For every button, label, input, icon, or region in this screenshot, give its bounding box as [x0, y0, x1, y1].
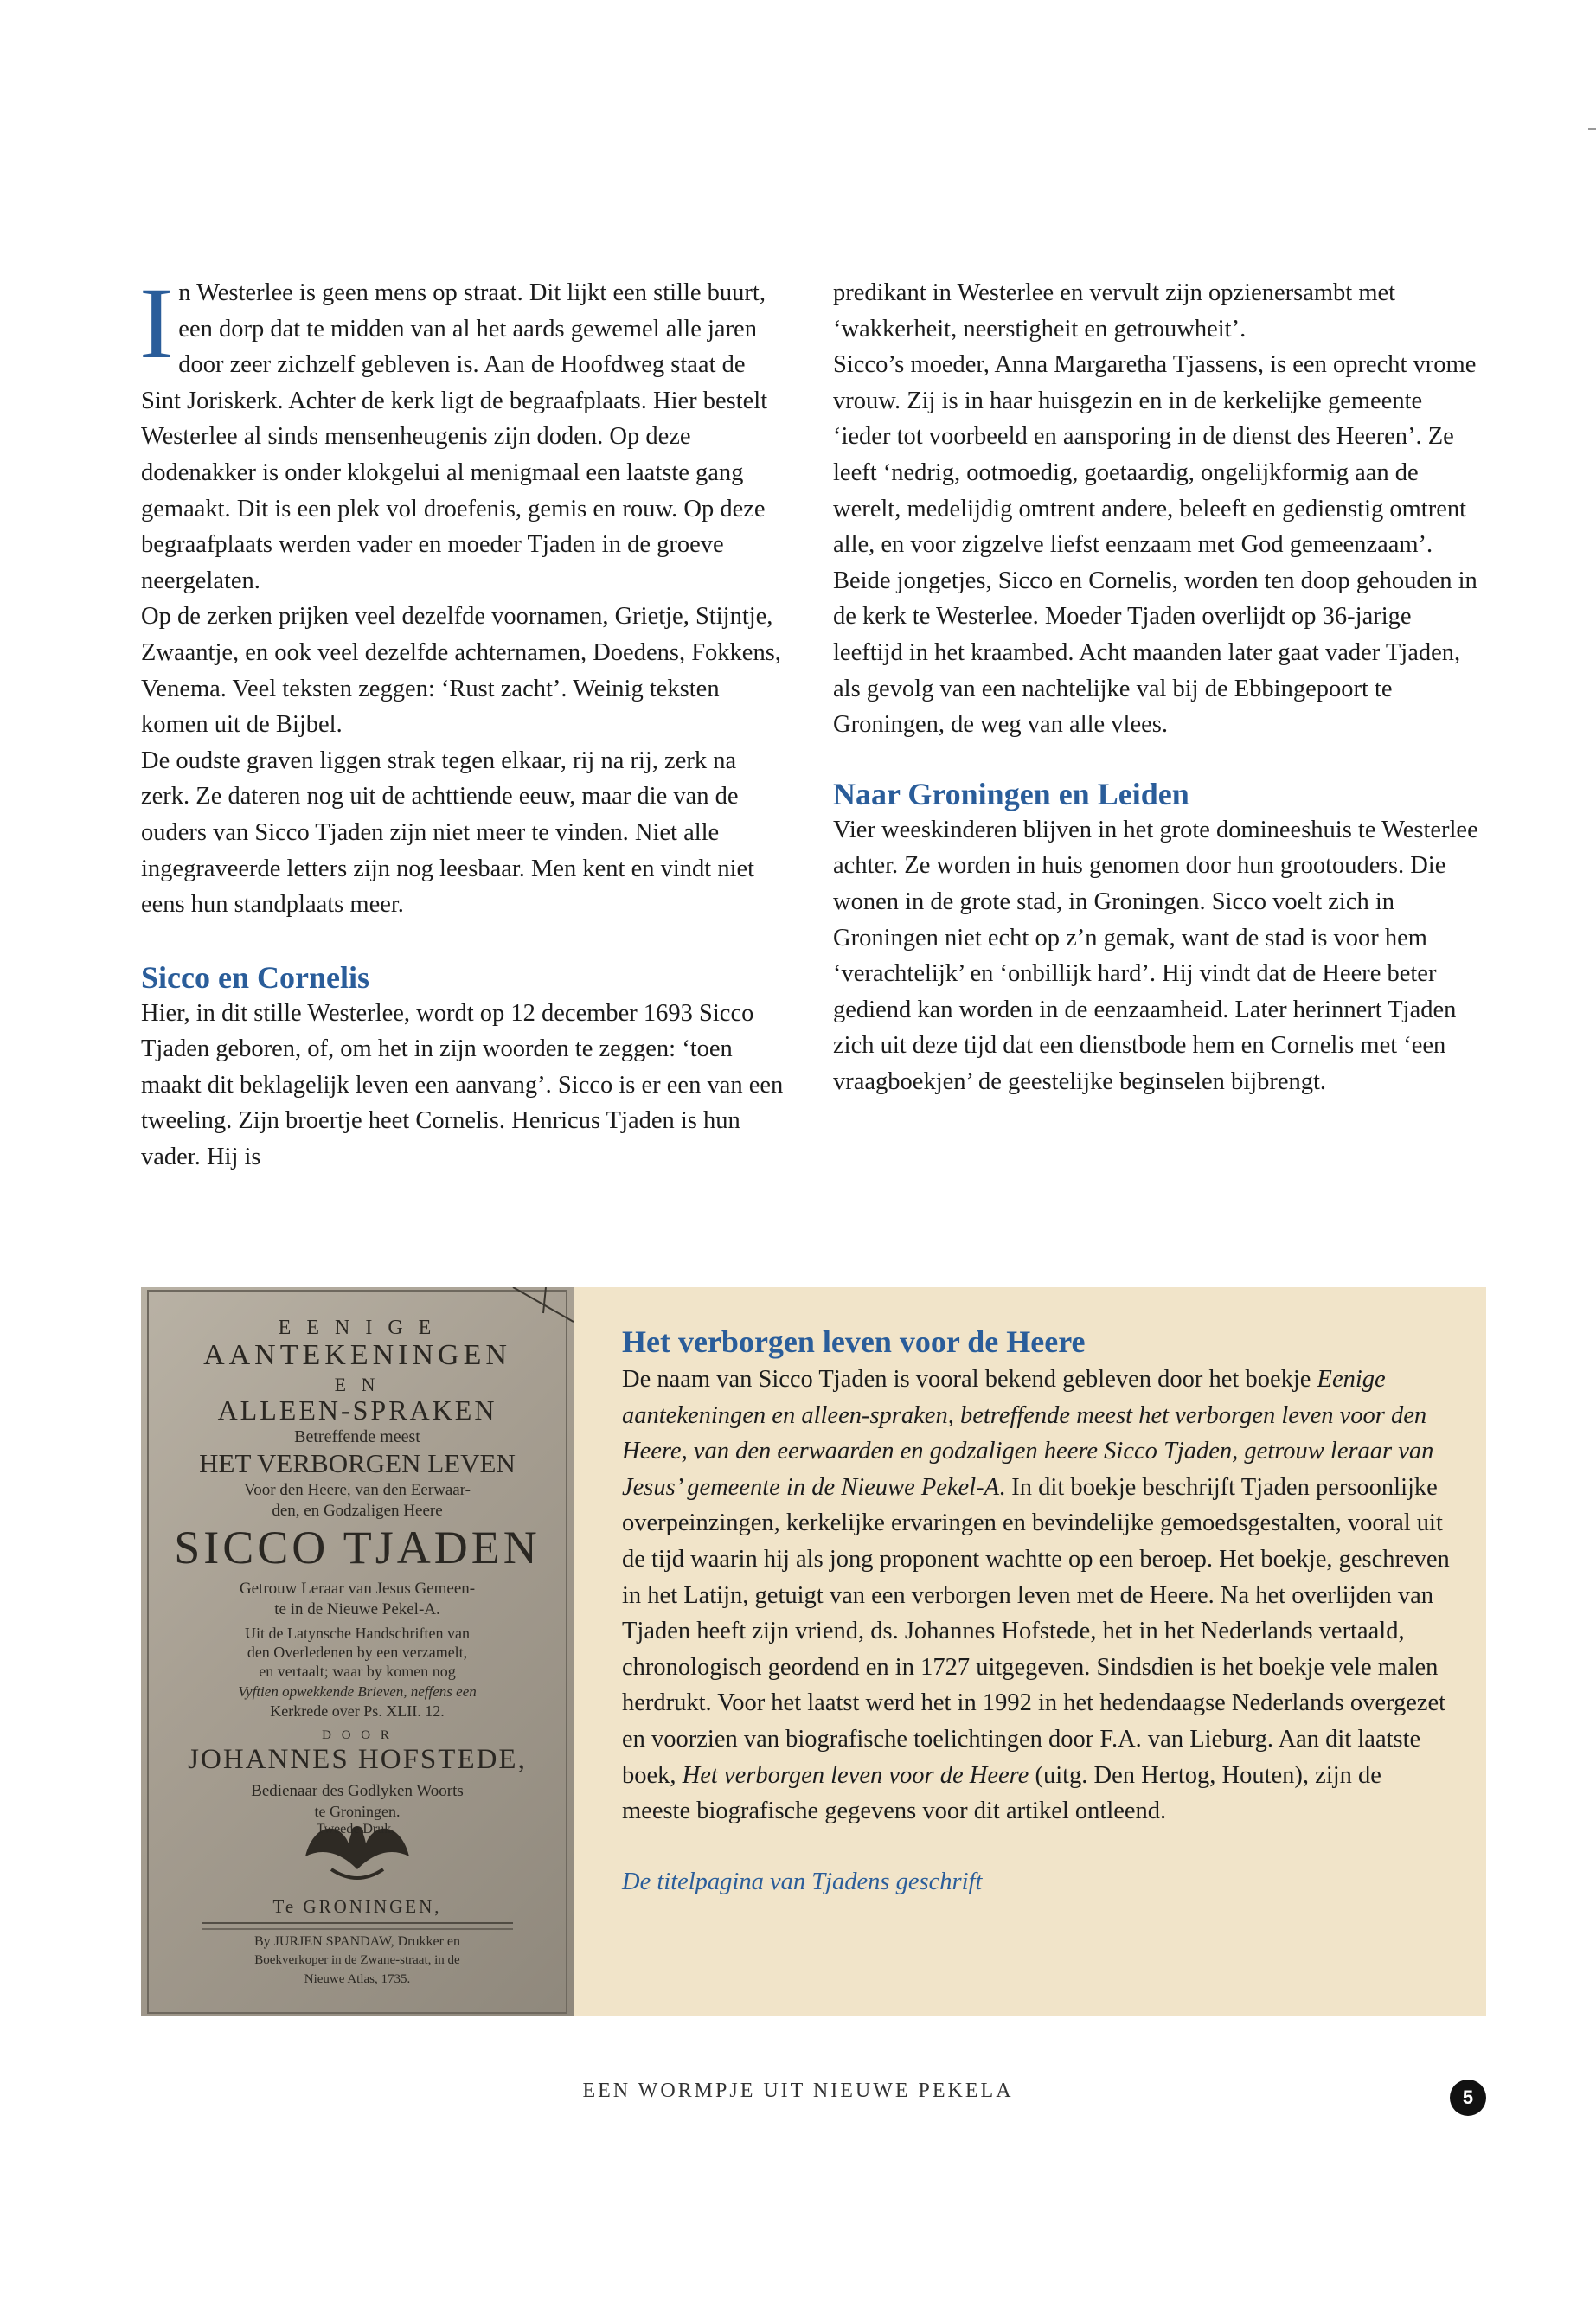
box-heading: Het verborgen leven voor de Heere — [622, 1324, 1086, 1359]
cover-line: Vyftien opwekkende Brieven, neffens een — [238, 1683, 477, 1700]
cover-line: Tweede Druk. — [316, 1822, 395, 1836]
cover-line: en vertaalt; waar by komen nog — [259, 1663, 456, 1680]
running-footer: EEN WORMPJE UIT NIEUWE PEKELA — [582, 2080, 1014, 2102]
cover-line: AANTEKENINGEN — [203, 1339, 511, 1371]
section-heading-sicco-en-cornelis: Sicco en Cornelis — [141, 959, 369, 995]
paragraph: Beide jongetjes, Sicco en Cornelis, worden ten doop gehouden in de kerk te Westerlee. Moeder Tjaden overlijdt op 36-jarige leeftijd in het kraambed. Acht maanden later gaat vader Tjaden, als gevolg van een nachtelijke val bij de Ebbingepoort te Groningen, de weg van alle vlees. — [833, 567, 1477, 739]
cover-line: Voor den Heere, van den Eerwaar- — [244, 1481, 471, 1499]
paragraph: predikant in Westerlee en vervult zijn opzienersambt met ‘wakkerheit, neerstigheit en getrouwheit’. — [833, 279, 1396, 343]
cover-line: E N — [334, 1374, 381, 1395]
cover-line: Getrouw Leraar van Jesus Gemeen- — [239, 1580, 476, 1598]
cover-line: E E N I G E — [278, 1317, 437, 1339]
sidebar-box — [141, 1287, 1486, 2016]
cover-line: JOHANNES HOFSTEDE, — [188, 1744, 527, 1775]
right-column — [833, 275, 1482, 1099]
paragraph: Sicco’s moeder, Anna Margaretha Tjassens, is een oprecht vrome vrouw. Zij is in haar huisgezin en in de kerkelijke gemeente ‘ieder tot voorbeeld en aansporing in de dienst des Heeren’. Ze leeft ‘nedrig, ootmoedig, goetaardig, ongelijkformig aan de werelt, medelijdig omtrent andere, beleeft en gedienstig omtrent alle, en voor zigzelve liefst eenzaam met God gemeenzaam’. — [833, 351, 1477, 559]
title-page-image — [141, 1287, 574, 2016]
cover-line: By JURJEN SPANDAW, Drukker en — [254, 1934, 460, 1949]
intro-paragraph: In Westerlee is geen mens op straat. Dit lijkt een stille buurt, een dorp dat te midden van al het aards gewemel alle jaren door zeer zichzelf gebleven is. Aan de Hoofdweg staat de Sint Joriskerk. Achter de kerk ligt de begraafplaats. Hier bestelt Westerlee al sinds mensenheugenis zijn doden. Op deze dodenakker is onder klokgelui al menigmaal een laatste gang gemaakt. Dit is een plek vol droefenis, gemis en rouw. Op deze begraafplaats werden vader en moeder Tjaden in de groeve neergelaten. — [139, 266, 768, 594]
corner-mark — [1588, 128, 1596, 130]
cover-line: te in de Nieuwe Pekel-A. — [274, 1600, 440, 1618]
cover-line: Betreffende meest — [294, 1427, 420, 1446]
paragraph: Hier, in dit stille Westerlee, wordt op 12 december 1693 Sicco Tjaden geboren, of, om het in zijn woorden te zeggen: ‘toen maakt dit beklagelijk leven een aanvang’. Sicco is er een van een tweeling. Zijn broertje heet Cornelis. Henricus Tjaden is hun vader. Hij is — [141, 999, 784, 1171]
cover-line: den Overledenen by een verzamelt, — [247, 1644, 468, 1661]
page-number-badge: 5 — [1450, 2080, 1486, 2116]
cover-line: Nieuwe Atlas, 1735. — [304, 1972, 411, 1986]
cover-line: den, en Godzaligen Heere — [272, 1502, 443, 1520]
cover-line: Boekverkoper in de Zwane-straat, in de — [254, 1953, 460, 1967]
cover-line: SICCO TJADEN — [174, 1522, 541, 1574]
section-heading-naar-groningen: Naar Groningen en Leiden — [833, 776, 1189, 811]
cover-line: Kerkrede over Ps. XLII. 12. — [270, 1702, 445, 1720]
cover-line: HET VERBORGEN LEVEN — [199, 1448, 516, 1478]
cover-line: ALLEEN-SPRAKEN — [217, 1394, 497, 1426]
paragraph: Vier weeskinderen blijven in het grote domineeshuis te Westerlee achter. Ze worden in huis genomen door hun grootouders. Die wonen in de grote stad, in Groningen. Sicco voelt zich in Groningen niet echt op z’n gemak, want de stad is voor hem ‘verachtelijk’ en ‘onbillijk hard’. Hij vindt dat de Heere beter gediend kan worden in de eenzaamheid. Later herinnert Tjaden zich uit deze tijd dat een dienstbode hem en Cornelis met ‘een vraagboekjen’ de geestelijke beginselen bijbrengt. — [833, 816, 1478, 1095]
paragraph: De oudste graven liggen strak tegen elkaar, rij na rij, zerk na zerk. Ze dateren nog uit de achttiende eeuw, maar die van de ouders van Sicco Tjaden zijn niet meer te vinden. Niet alle ingegraveerde letters zijn nog leesbaar. Men kent en vindt niet eens hun standplaats meer. — [141, 747, 755, 919]
cover-line: Bedienaar des Godlyken Woorts — [251, 1782, 464, 1800]
cover-line: Te GRONINGEN, — [272, 1896, 442, 1917]
dropcap: I — [139, 266, 174, 380]
paragraph: Op de zerken prijken veel dezelfde voornamen, Grietje, Stijntje, Zwaantje, en ook veel dezelfde achternamen, Doedens, Fokkens, Venema. Veel teksten zeggen: ‘Rust zacht’. Weinig teksten komen uit de Bijbel. — [141, 603, 781, 739]
left-column — [139, 266, 790, 1176]
cover-line: D O O R — [322, 1728, 393, 1742]
cover-line: te Groningen. — [314, 1803, 401, 1820]
box-paragraph: De naam van Sicco Tjaden is vooral bekend gebleven door het boekje Eenige aantekeningen en alleen-spraken, betreffende meest het verborgen leven voor den Heere, van den eerwaarden en godzaligen heere Sicco Tjaden, getrouw leraar van Jesus’ gemeente in de Nieuwe Pekel-A. In dit boekje beschrijft Tjaden persoonlijke overpeinzingen, kerkelijke ervaringen en bevindelijke gemoedsgestalten, vooral uit de tijd waarin hij als jong proponent wachtte op een beroep. Het boekje, geschreven in het Latijn, getuigt van een verborgen leven met de Heere. Na het overlijden van Tjaden heeft zijn vriend, ds. Johannes Hofstede, het in het Nederlands vertaald, chronologisch geordend en in 1727 uitgegeven. Sindsdien is het boekje vele malen herdrukt. Voor het laatst werd het in 1992 in het hedendaagse Nederlands overgezet en voorzien van biografische toelichtingen door F.A. van Lieburg. Aan dit laatste boek, Het verborgen leven voor de Heere (uitg. Den Hertog, Houten), zijn de meeste biografische gegevens voor dit artikel ontleend. — [622, 1366, 1450, 1825]
box-text — [622, 1322, 1452, 1900]
cover-line: Uit de Latynsche Handschriften van — [245, 1625, 470, 1642]
image-caption: De titelpagina van Tjadens geschrift — [622, 1868, 983, 1895]
